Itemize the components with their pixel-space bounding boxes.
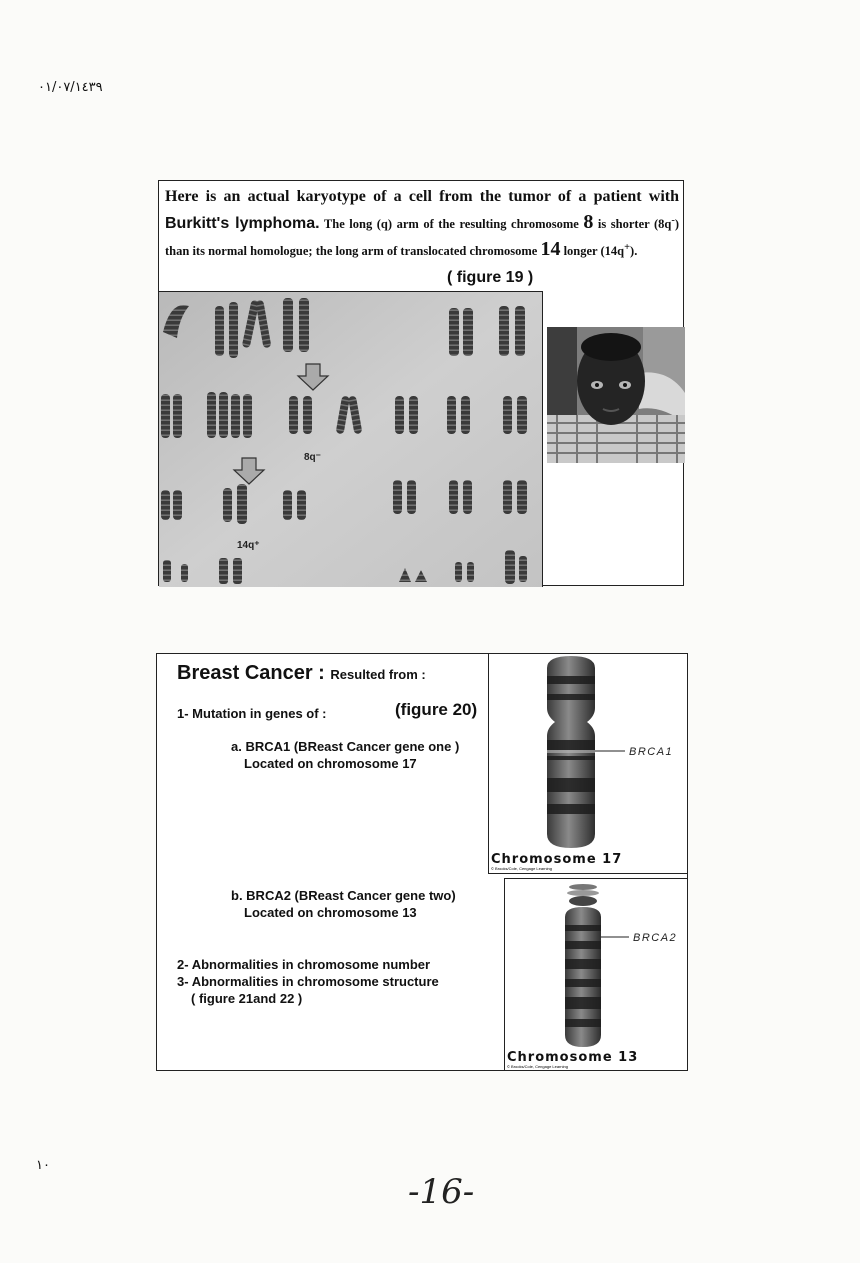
burkitt-description (165, 185, 679, 263)
intro-text-2: The long (q) arm of the resulting chromosome (319, 217, 584, 232)
label-14q: 14q⁺ (237, 540, 260, 551)
karyotype-svg (159, 292, 543, 587)
breast-cancer-title: Breast Cancer : (177, 662, 331, 684)
plus-superscript: + (624, 242, 631, 254)
chromosome-13-figure (504, 878, 688, 1070)
margin-number: ١٠ (36, 1158, 50, 1173)
karyotype-image (159, 291, 543, 587)
list-item-1: 1- Mutation in genes of : (177, 706, 327, 721)
breast-cancer-heading (177, 662, 426, 685)
intro-text-6: ). (630, 244, 638, 259)
intro-text-4: ) than its normal homologue; the long arm of translocated chromosome (165, 217, 679, 259)
page-number: -16- (408, 1172, 475, 1212)
burkitt-term: Burkitt's lymphoma. (165, 215, 320, 233)
chromosome-13-credit: © Brooks/Cole, Cengage Learning (507, 1064, 568, 1069)
brca2-gene-label: BRCA2 (633, 932, 678, 944)
brca1-line-1: a. BRCA1 (BReast Cancer gene one ) (231, 739, 460, 754)
brca1-entry (231, 738, 459, 772)
list-items-2-3 (177, 956, 439, 1007)
chromosome-8-number: 8 (583, 211, 594, 234)
intro-text-5: longer (14q (560, 244, 625, 259)
chromosome-17-label: Chromosome 17 (491, 852, 623, 867)
breast-cancer-panel (156, 653, 688, 1071)
patient-photo (547, 327, 685, 463)
brca2-line-2: Located on chromosome 13 (244, 905, 417, 920)
intro-text-1: Here is an actual karyotype of a cell from the tumor of a patient with (165, 188, 679, 205)
burkitt-panel (158, 180, 684, 586)
list-item-2: 2- Abnormalities in chromosome number (177, 957, 431, 972)
chromosome-17-credit: © Brooks/Cole, Cengage Learning (491, 866, 552, 871)
brca1-line-2: Located on chromosome 17 (244, 756, 417, 771)
header-date: ٠١/٠٧/١٤٣٩ (38, 80, 103, 95)
patient-photo-svg (547, 327, 685, 463)
brca2-line-1: b. BRCA2 (BReast Cancer gene two) (231, 888, 456, 903)
list-item-3: 3- Abnormalities in chromosome structure (177, 974, 439, 989)
figure-21-22-reference: ( figure 21and 22 ) (191, 991, 303, 1006)
chromosome-14-number: 14 (540, 238, 561, 261)
brca1-gene-label: BRCA1 (629, 746, 674, 758)
brca2-entry (231, 887, 456, 921)
chromosome-17-figure (488, 654, 688, 874)
label-8q: 8q⁻ (304, 452, 321, 463)
minus-superscript: - (671, 215, 675, 226)
chromosome-13-label: Chromosome 13 (507, 1050, 639, 1065)
breast-cancer-subtitle: Resulted from : (330, 667, 426, 682)
chromosome-17-svg (489, 654, 687, 872)
chromosome-13-svg (505, 879, 687, 1069)
intro-text-3: is shorter (8q (593, 217, 672, 232)
figure-20-label: (figure 20) (395, 700, 478, 719)
figure-19-label: ( figure 19 ) (447, 269, 534, 286)
